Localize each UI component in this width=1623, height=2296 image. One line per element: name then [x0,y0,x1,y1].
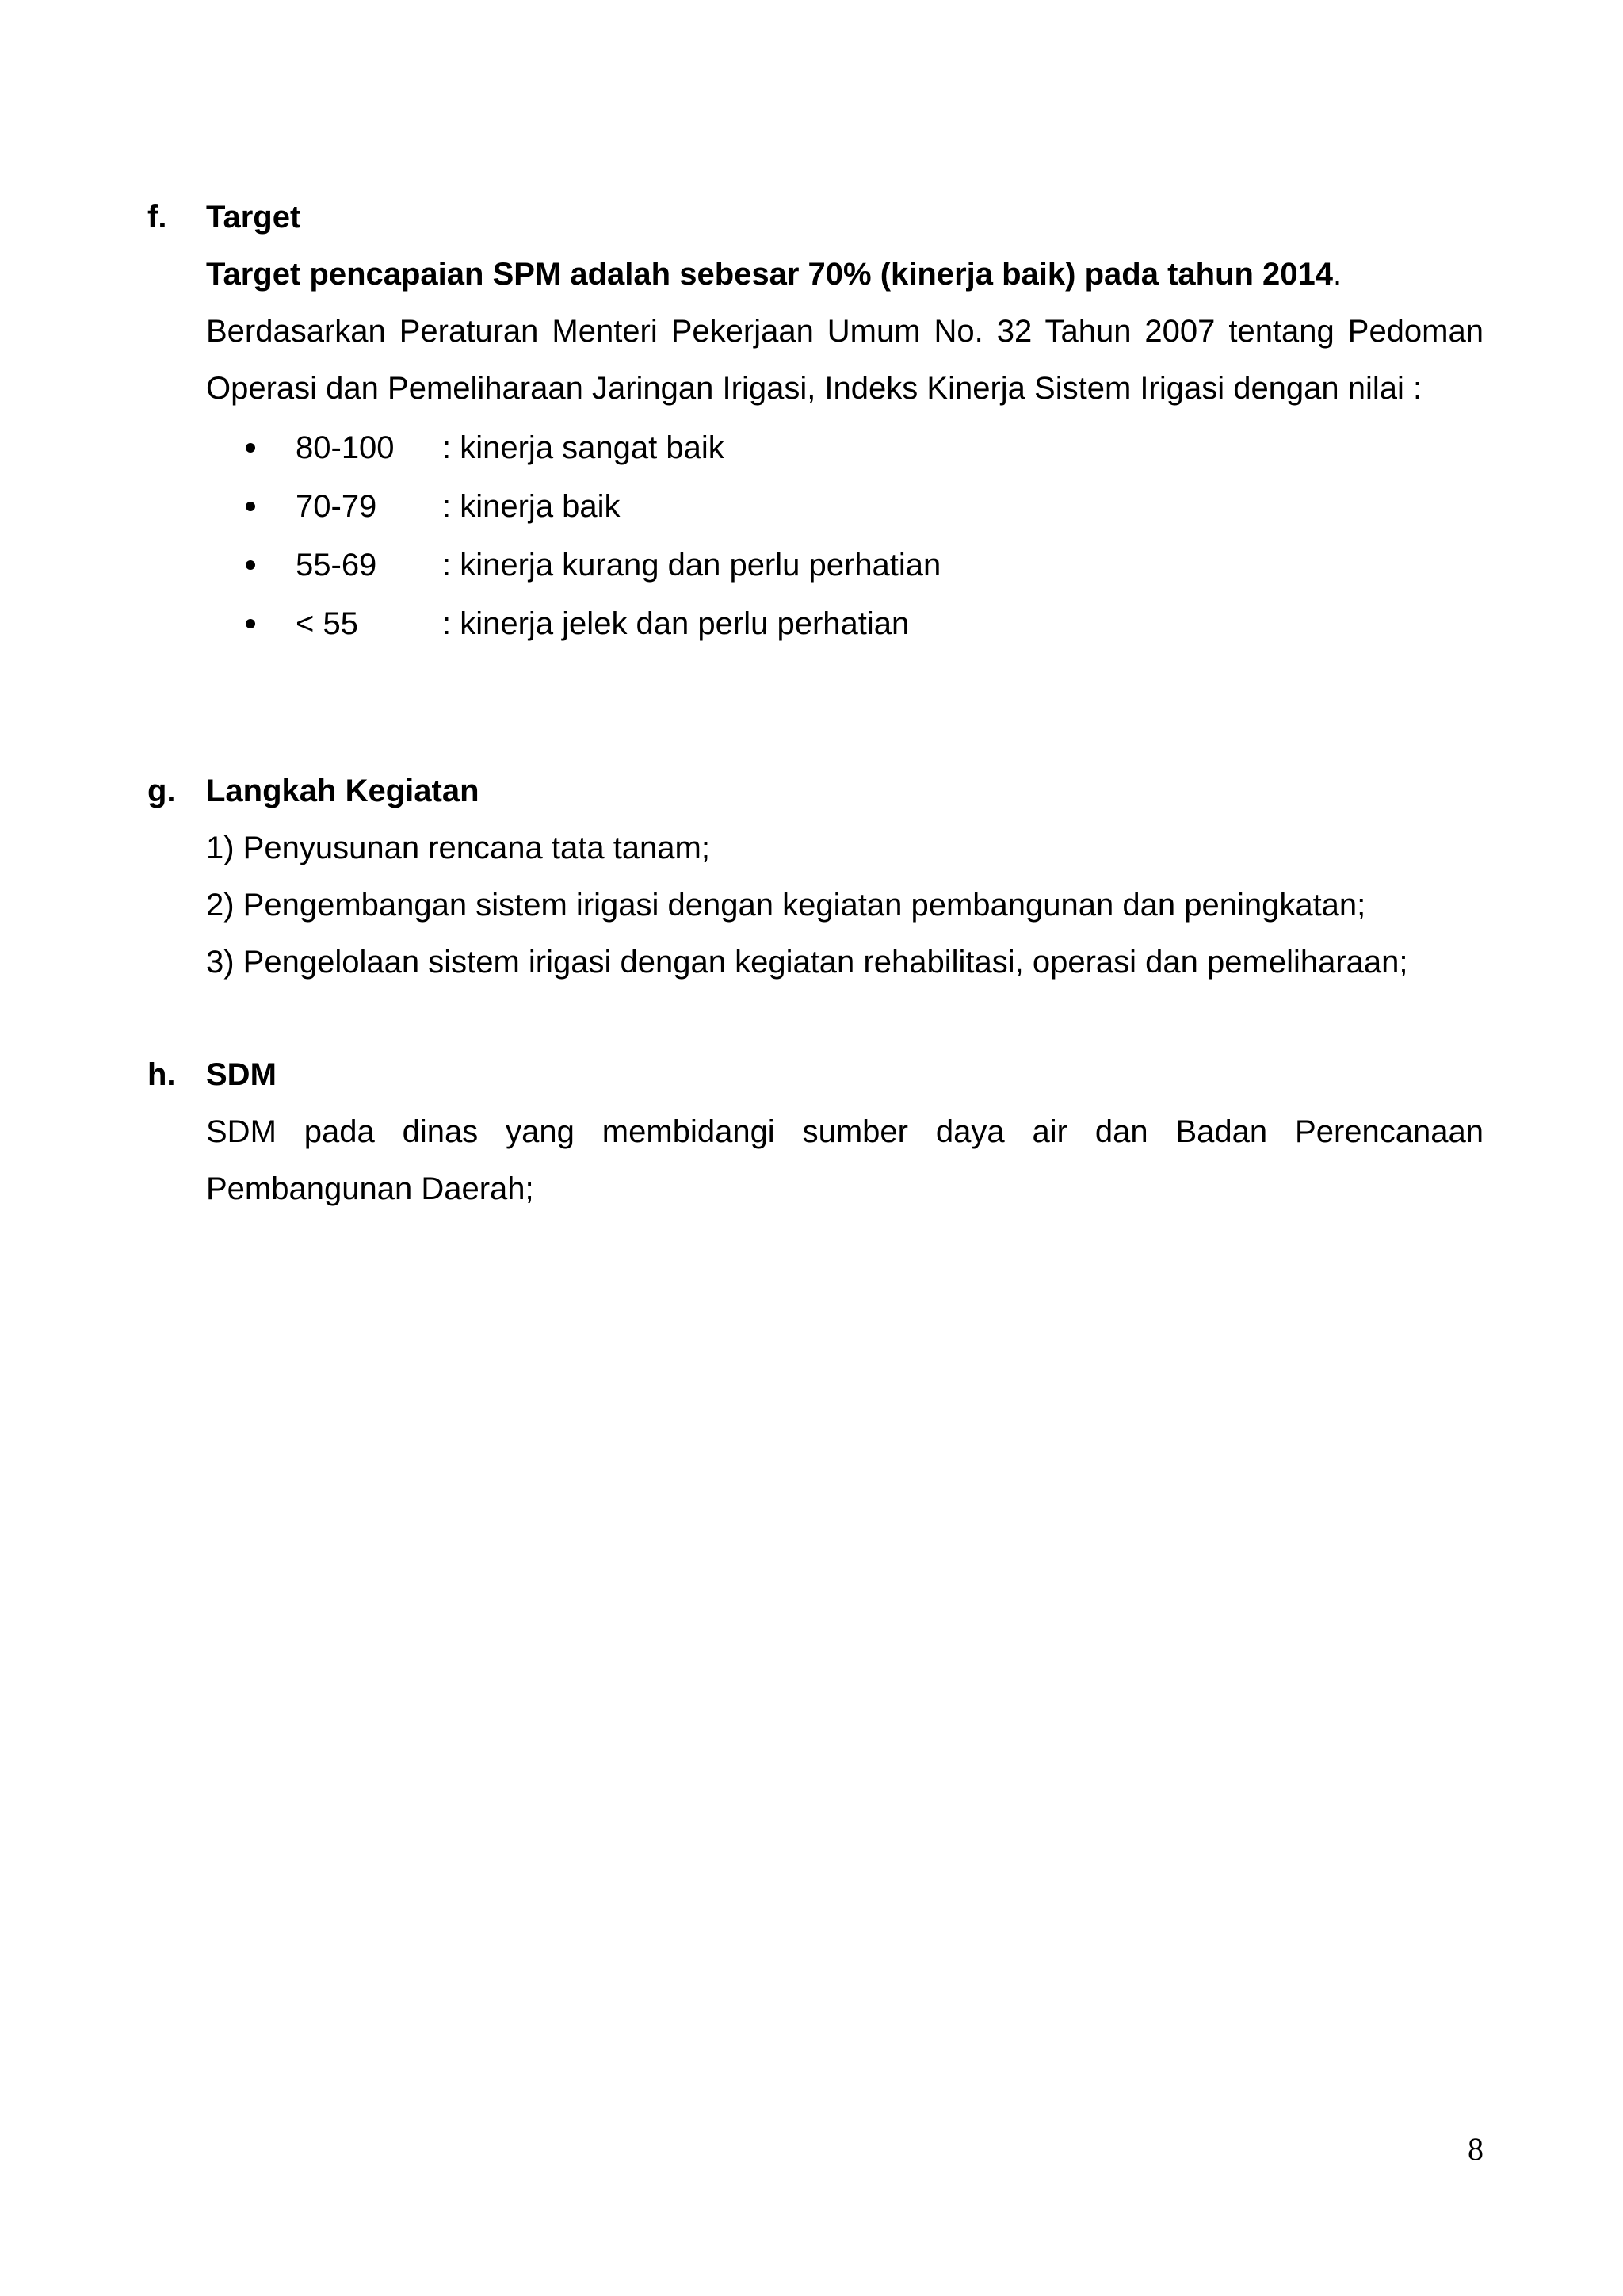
list-item: 2) Pengembangan sistem irigasi dengan kegiatan pembangunan dan peningkatan; [206,888,1366,923]
bullet-icon [246,443,255,453]
target-statement-text: Target pencapaian SPM adalah sebesar 70% (kinerja baik) pada tahun 2014 [206,257,1334,292]
list-item [206,477,1484,536]
section-title: SDM [206,1057,277,1092]
criteria-range: 55-69 [296,548,377,583]
criteria-description: : kinerja jelek dan perlu perhatian [442,606,910,641]
section-title: Langkah Kegiatan [206,774,479,808]
bullet-icon [246,560,255,570]
list-item: 3) Pengelolaan sistem irigasi dengan kegiatan rehabilitasi, operasi dan pemeliharaan; [206,945,1408,980]
section-letter: f. [147,200,167,235]
criteria-range: 70-79 [296,489,377,524]
criteria-description: : kinerja kurang dan perlu perhatian [442,548,941,583]
bullet-icon [246,502,255,511]
section-target [147,189,1484,653]
criteria-description: : kinerja sangat baik [442,430,724,465]
section-body [206,246,1484,417]
list-item [206,594,1484,653]
section-sdm [147,1046,1484,1217]
section-letter: g. [147,774,176,808]
section-heading [147,1046,1484,1103]
criteria-description: : kinerja baik [442,489,621,524]
section-langkah-kegiatan [147,762,1484,991]
list-item [206,418,1484,477]
section-letter: h. [147,1057,176,1092]
list-item [206,536,1484,594]
criteria-range: < 55 [296,606,358,641]
criteria-range: 80-100 [296,430,395,465]
section-title: Target [206,200,301,235]
steps-list [206,819,1484,991]
bullet-icon [246,619,255,628]
performance-criteria-list [206,418,1484,653]
regulation-paragraph: Berdasarkan Peraturan Menteri Pekerjaan Umum No. 32 Tahun 2007 tentang Pedoman Operasi dan Pemeliharaan Jaringan Irigasi, Indeks Kinerja Sistem Irigasi dengan nilai : [206,314,1484,406]
section-heading [147,762,1484,819]
sdm-paragraph: SDM pada dinas yang membidangi sumber daya air dan Badan Perencanaan Pembangunan Daerah; [206,1114,1484,1206]
list-item: 1) Penyusunan rencana tata tanam; [206,831,710,865]
section-heading [147,189,1484,246]
target-statement [206,246,1484,303]
target-statement-period: . [1333,257,1342,292]
page-number: 8 [1468,2131,1484,2167]
